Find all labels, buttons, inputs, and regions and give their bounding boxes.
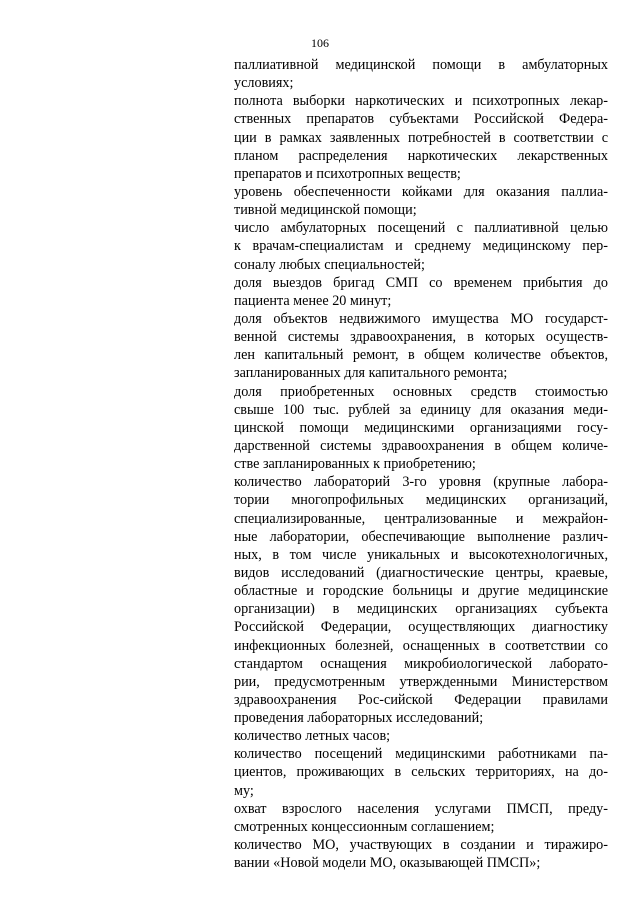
text-line: соналу любых специальностей;: [234, 256, 425, 273]
text-line: доля объектов недвижимого имущества МО государст-: [234, 310, 608, 327]
text-line: ственных препаратов субъектами Российской Федера-: [234, 111, 608, 128]
text-line: специализированные, централизованные и межрайон-: [234, 510, 608, 527]
text-line: здравоохранения Рос-сийской Федерации правилами: [234, 691, 608, 708]
text-line: стве запланированных к приобретению;: [234, 456, 476, 473]
text-line: охват взрослого населения услугами ПМСП, преду-: [234, 800, 608, 817]
text-line: уровень обеспеченности койками для оказания паллиа-: [234, 183, 608, 200]
text-line: Российской Федерации, осуществляющих диагностику: [234, 619, 608, 636]
text-line: инфекционных болезней, оснащенных в соответствии со: [234, 637, 608, 654]
text-line: циентов, проживающих в сельских территориях, на до-: [234, 764, 608, 781]
text-line: количество летных часов;: [234, 728, 391, 745]
text-line: планом распределения наркотических лекарственных: [234, 147, 608, 164]
text-line: полнота выборки наркотических и психотропных лекар-: [234, 93, 608, 110]
text-line: доля приобретенных основных средств стоимостью: [234, 383, 608, 400]
text-line: свыше 100 тыс. рублей за единицу для оказания меди-: [234, 401, 608, 418]
text-line: организации) в медицинских организациях субъекта: [234, 601, 608, 618]
text-line: условиях;: [234, 75, 294, 92]
text-line: тории многопрофильных медицинских организаций,: [234, 492, 608, 509]
text-line: проведения лабораторных исследований;: [234, 710, 484, 727]
text-line: препаратов и психотропных веществ;: [234, 165, 461, 182]
text-line: ных, в том числе уникальных и высокотехнологичных,: [234, 546, 608, 563]
text-line: ные лаборатории, обеспечивающие выполнение различ-: [234, 528, 608, 545]
text-line: видов исследований (диагностические центры, краевые,: [234, 564, 608, 581]
text-line: ции в рамках заявленных потребностей в соответствии с: [234, 129, 608, 146]
text-line: стандартом оснащения микробиологической лаборато-: [234, 655, 608, 672]
text-line: лен капитальный ремонт, в общем количестве объектов,: [234, 347, 608, 364]
text-line: дарственной системы здравоохранения в общем количе-: [234, 437, 608, 454]
text-line: тивной медицинской помощи;: [234, 202, 417, 219]
text-line: му;: [234, 782, 254, 799]
text-line: количество посещений медицинскими работниками па-: [234, 746, 608, 763]
text-line: венной системы здравоохранения, в которых осуществ-: [234, 329, 608, 346]
text-line: число амбулаторных посещений с паллиативной целью: [234, 220, 608, 237]
text-line: рии, предусмотренным утвержденными Министерством: [234, 673, 608, 690]
text-line: к врачам-специалистам и среднему медицинскому пер-: [234, 238, 608, 255]
text-line: доля выездов бригад СМП со временем прибытия до: [234, 274, 608, 291]
text-line: запланированных для капитального ремонта;: [234, 365, 508, 382]
document-body: [234, 56, 608, 872]
text-line: вании «Новой модели МО, оказывающей ПМСП»;: [234, 855, 541, 872]
text-line: количество МО, участвующих в создании и тиражиро-: [234, 837, 608, 854]
text-line: количество лабораторий 3-го уровня (крупные лабора-: [234, 474, 608, 491]
page-number: 106: [311, 36, 329, 50]
text-line: цинской помощи медицинскими организациями госу-: [234, 419, 608, 436]
text-line: пациента менее 20 минут;: [234, 292, 392, 309]
text-line: областные и городские больницы и другие медицинские: [234, 583, 608, 600]
text-line: смотренных концессионным соглашением;: [234, 818, 495, 835]
text-line: паллиативной медицинской помощи в амбулаторных: [234, 57, 608, 73]
